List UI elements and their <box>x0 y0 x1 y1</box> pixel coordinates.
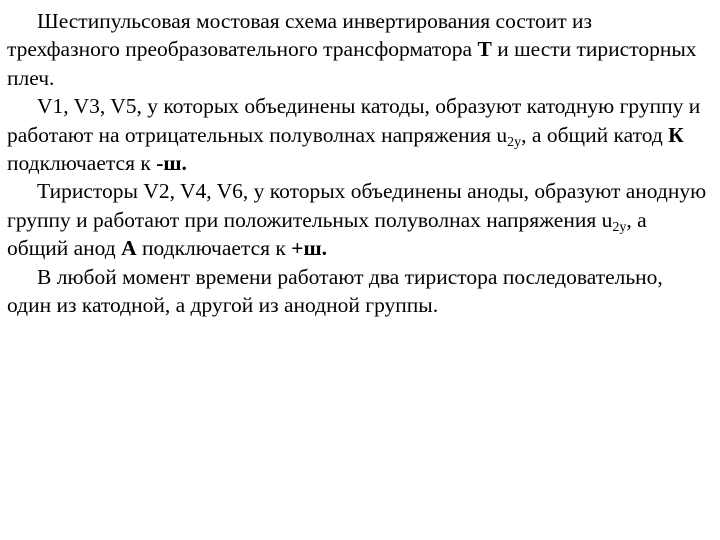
paragraph-3-text-connect: подключается к <box>136 236 292 261</box>
paragraph-1 <box>7 7 707 92</box>
paragraph-4-text: В любой момент времени работают два тиристора последовательно, один из катодной, а другой из анодной группы. <box>7 264 663 318</box>
paragraph-3-text-mid: , а общий анод <box>7 207 647 261</box>
paragraph-3 <box>7 177 707 262</box>
voltage-subscript: 2у <box>612 219 627 235</box>
paragraph-2-text-connect: подключается к <box>7 151 157 176</box>
paragraph-3-text: Тиристоры V2, V4, V6, у которых объединены аноды, образуют анодную группу и работают при положительных полуволнах напряжения u <box>7 179 707 232</box>
paragraph-4 <box>7 263 707 320</box>
anode-label: А <box>121 236 137 261</box>
minus-bus-label: -ш. <box>156 151 187 176</box>
cathode-label: К <box>668 122 684 147</box>
body-text <box>7 7 707 319</box>
paragraph-2 <box>7 92 707 177</box>
paragraph-2-text-mid: , а общий катод <box>521 122 669 147</box>
paragraph-1-text-end: и шести тиристорных плеч. <box>7 37 697 90</box>
plus-bus-label: +ш. <box>291 236 327 261</box>
paragraph-2-text: V1, V3, V5, у которых объединены катоды, образуют катодную группу и работают на отрицательных полуволнах напряжения u <box>7 94 701 147</box>
voltage-subscript: 2у <box>507 134 522 150</box>
transformer-label: Т <box>477 37 492 62</box>
paragraph-1-text: Шестипульсовая мостовая схема инвертирования состоит из трехфазного преобразовательного трансформатора <box>7 9 593 62</box>
